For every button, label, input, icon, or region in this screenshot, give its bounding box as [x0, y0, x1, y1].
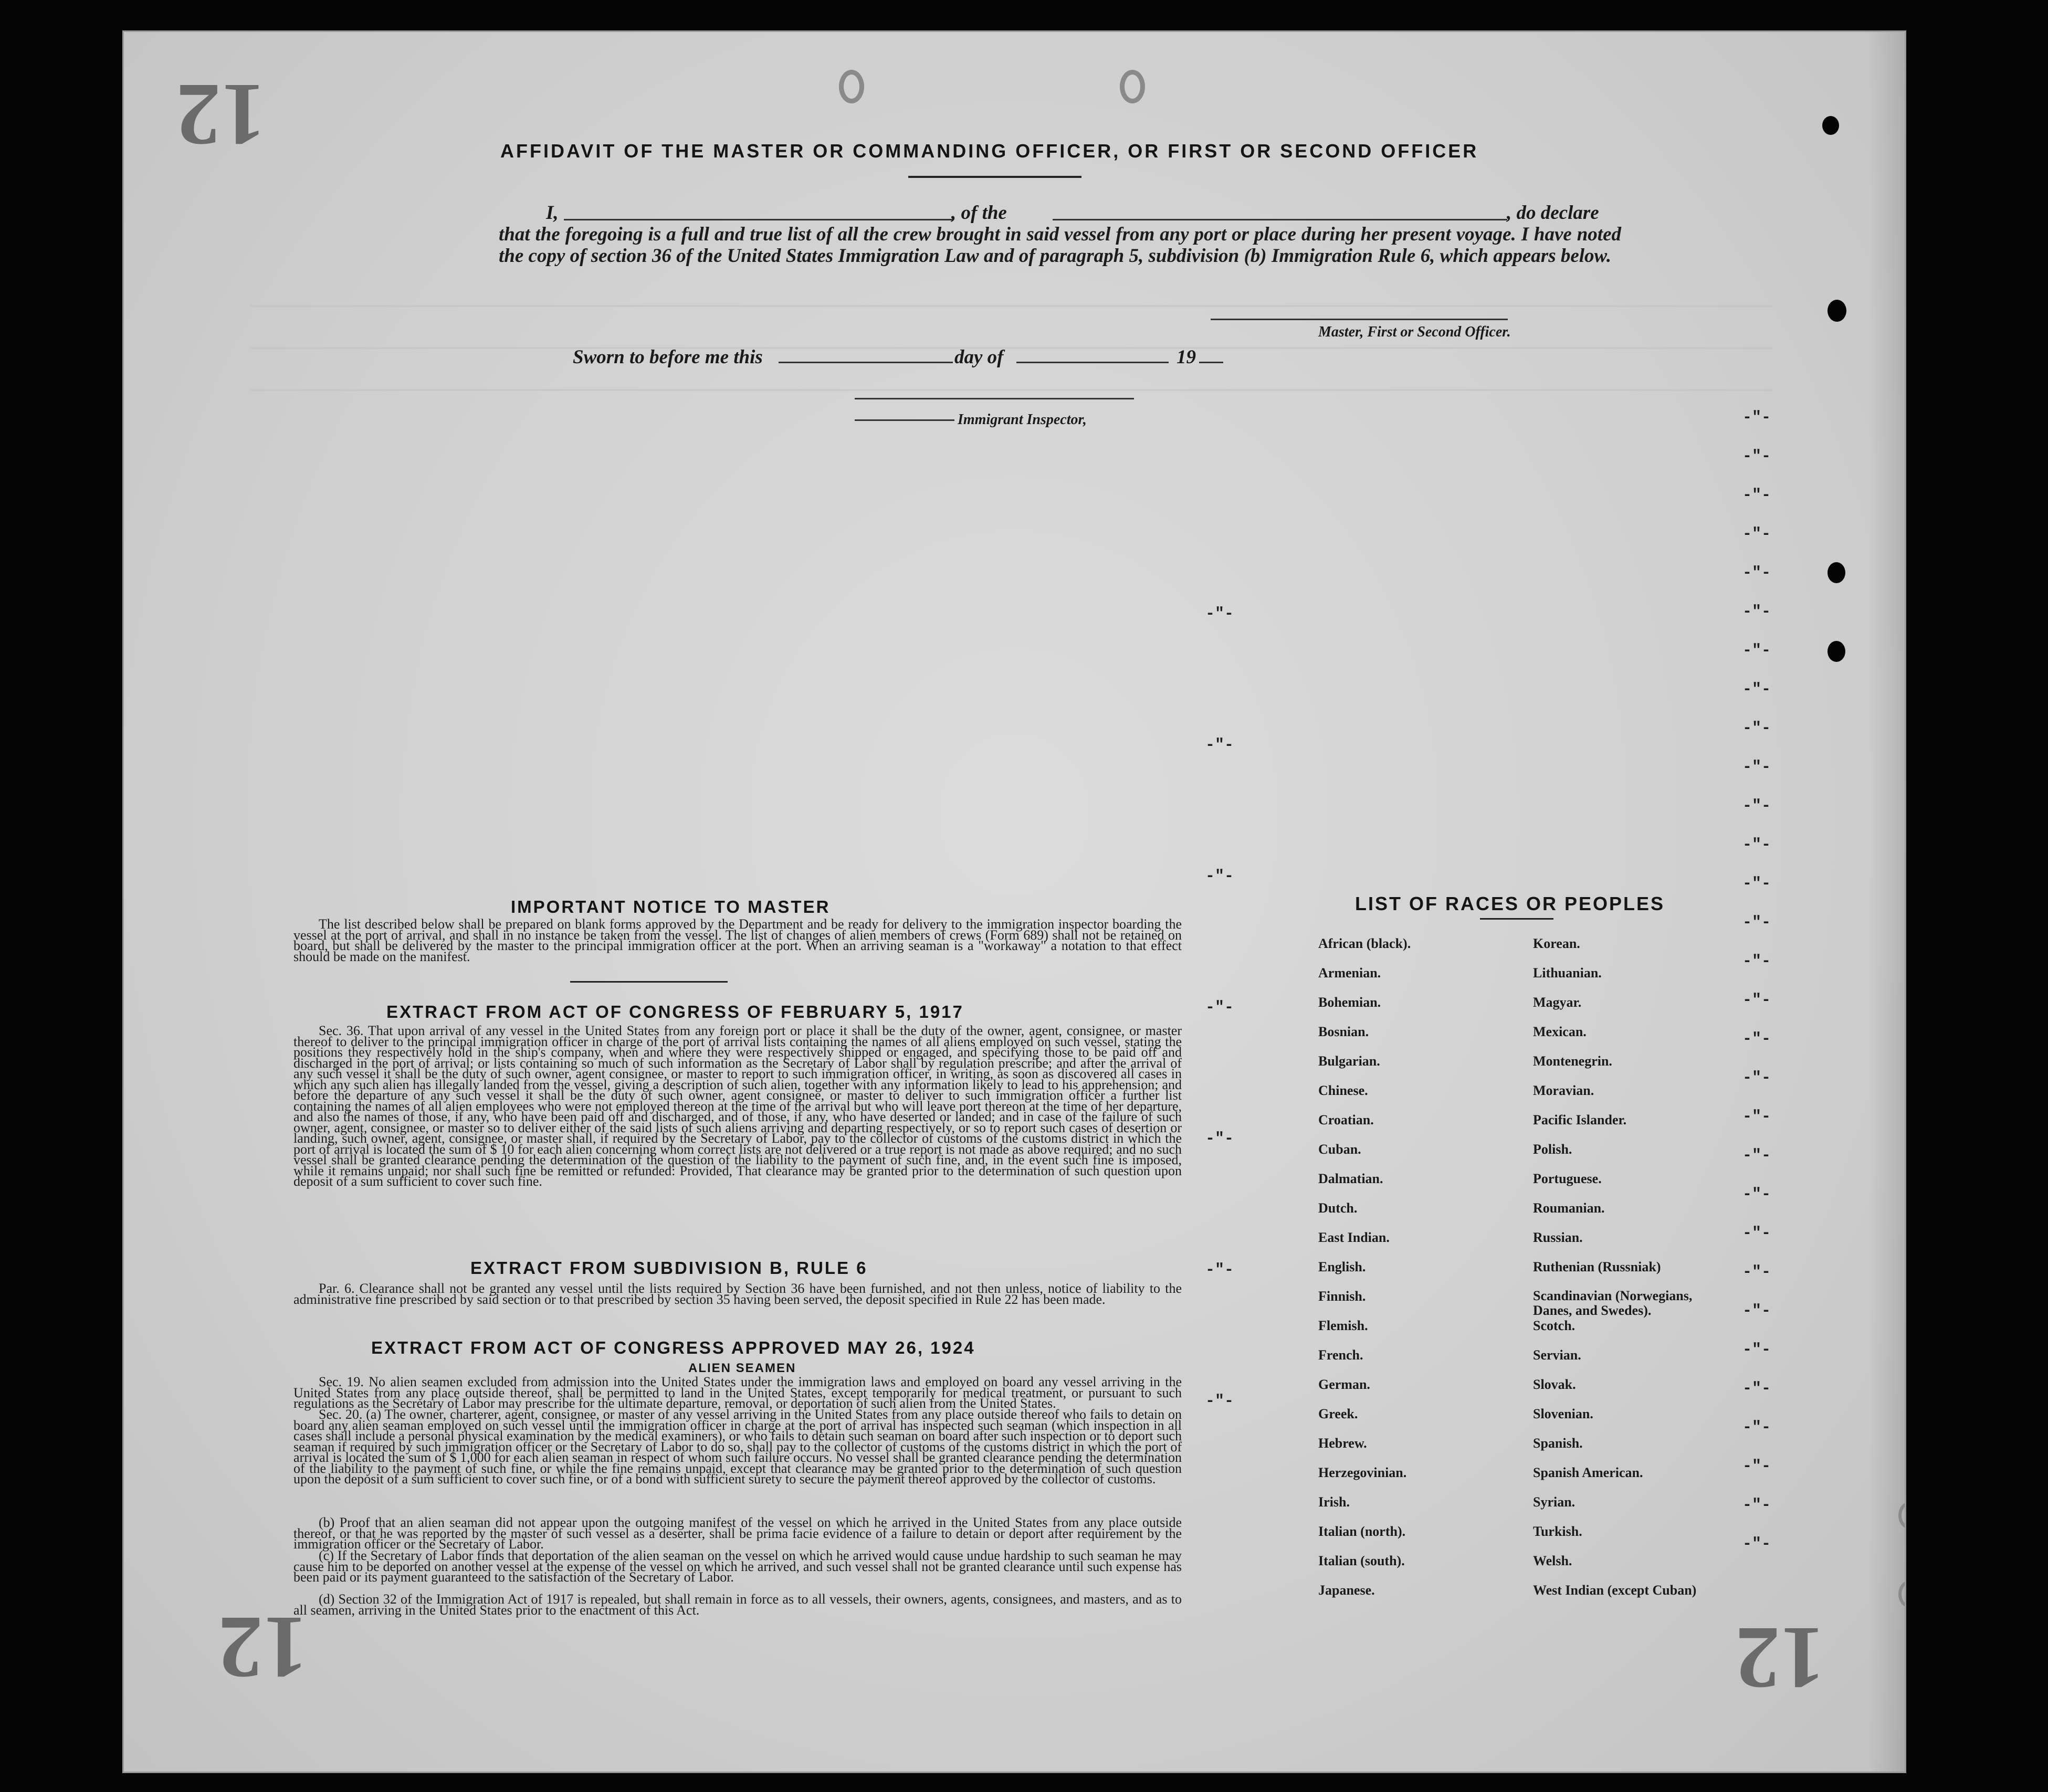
- ditto-mark-right: -"-: [1742, 1225, 1771, 1242]
- ditto-mark-middle: -"-: [1205, 605, 1234, 623]
- binder-hole: [1828, 641, 1845, 662]
- bleed-through-rule: [250, 347, 1772, 349]
- frame-number-bottom-left: 12: [218, 1598, 308, 1697]
- extract-rule6-title: EXTRACT FROM SUBDIVISION B, RULE 6: [470, 1258, 868, 1278]
- notice-title: IMPORTANT NOTICE TO MASTER: [511, 897, 831, 916]
- ditto-mark-right: -"-: [1742, 1496, 1771, 1514]
- affidavit-statement-text: that the foregoing is a full and true list of all the crew brought in said vessel from any port or place during her present voyage. I have noted the copy of section 36 of the United States Immigration Law and of paragraph 5, subdivision (b) Immigration Rule 6, which appears below.: [499, 224, 1621, 267]
- race-right-item: Spanish American.: [1533, 1465, 1643, 1480]
- race-left-item: Dalmatian.: [1318, 1171, 1383, 1186]
- ditto-mark-right: -"-: [1742, 1030, 1771, 1048]
- ditto-mark-right: -"-: [1742, 914, 1771, 932]
- ditto-mark-right: -"-: [1742, 797, 1771, 815]
- affidavit-of-the-label: , of the: [951, 202, 1007, 224]
- sworn-year-field[interactable]: [1199, 362, 1223, 363]
- binder-hole: [1828, 562, 1845, 583]
- punch-ring: [839, 70, 864, 103]
- race-left-item: Bohemian.: [1318, 995, 1381, 1010]
- race-left-item: Cuban.: [1318, 1142, 1361, 1157]
- race-left-item: Italian (south).: [1318, 1553, 1405, 1568]
- affidavit-i-label: I,: [546, 202, 559, 224]
- ditto-mark-right: -"-: [1742, 487, 1771, 504]
- ditto-mark-middle: -"-: [1205, 1393, 1234, 1410]
- race-left-item: Greek.: [1318, 1406, 1358, 1421]
- ditto-mark-right: -"-: [1742, 992, 1771, 1009]
- extract-1924-title: EXTRACT FROM ACT OF CONGRESS APPROVED MAY 26, 1924: [371, 1338, 975, 1357]
- race-left-item: Bosnian.: [1318, 1024, 1369, 1039]
- extract-1924-sec20d: (d) Section 32 of the Immigration Act of 1917 is repealed, but shall remain in force as to all vessels, their owners, agents, consignees, and masters, and as to all seamen, arriving in the United States prior to the enactment of this Act.: [293, 1591, 1182, 1618]
- race-left-item: Hebrew.: [1318, 1436, 1367, 1451]
- races-title: LIST OF RACES OR PEOPLES: [1355, 893, 1665, 914]
- extract-1924-sec20b: (b) Proof that an alien seaman did not appear upon the outgoing manifest of the vessel on which he arrived in the United States from any place outside thereof, or that he was reported by the master of such vessel as a deserter, shall be prima facie evidence of a failure to detain or deport after requirement by the immigration officer or the Secretary of Labor.: [293, 1515, 1182, 1552]
- race-right-item: Syrian.: [1533, 1494, 1576, 1510]
- sworn-label: Sworn to before me this: [573, 346, 763, 368]
- race-right-item: Scandinavian (Norwegians, Danes, and Swedes).: [1533, 1288, 1693, 1318]
- race-left-item: Finnish.: [1318, 1289, 1366, 1304]
- ditto-mark-right: -"-: [1742, 1108, 1771, 1126]
- affidavit-declare-label: , do declare: [1507, 202, 1599, 224]
- ditto-mark-right: -"-: [1742, 875, 1771, 893]
- race-right-item: Portuguese.: [1533, 1171, 1602, 1186]
- race-right-item: Roumanian.: [1533, 1200, 1605, 1216]
- inspector-name-underline: [855, 419, 954, 421]
- race-right-item: Lithuanian.: [1533, 965, 1602, 981]
- extract-1924-subtitle: ALIEN SEAMEN: [688, 1361, 796, 1375]
- race-right-item: West Indian (except Cuban): [1533, 1583, 1697, 1598]
- extract-rule6-text: Par. 6. Clearance shall not be granted any vessel until the lists required by Section 36 have been furnished, and not then unless, notice of liability to the administrative fine prescribed by said section or to that prescribed by section 35 having been served, the deposit specified in Rule 22 has been made.: [293, 1281, 1182, 1307]
- race-right-item: Moravian.: [1533, 1083, 1594, 1098]
- inspector-caption: Immigrant Inspector,: [958, 412, 1087, 428]
- ditto-mark-right: -"-: [1742, 953, 1771, 971]
- race-left-item: Armenian.: [1318, 965, 1381, 981]
- ditto-mark-right: -"-: [1742, 1458, 1771, 1475]
- document-sheet: [122, 30, 1906, 1773]
- notice-rule: [570, 981, 728, 983]
- year-prefix: 19: [1177, 346, 1196, 368]
- race-right-item: Welsh.: [1533, 1553, 1572, 1568]
- races-title-rule: [1480, 918, 1553, 920]
- bleed-through-rule: [250, 389, 1772, 391]
- race-left-item: Italian (north).: [1318, 1524, 1406, 1539]
- vessel-name-field[interactable]: [1053, 219, 1507, 220]
- day-of-label: day of: [954, 346, 1004, 368]
- binder-hole: [1822, 116, 1839, 135]
- race-left-item: Chinese.: [1318, 1083, 1368, 1098]
- race-right-item: Korean.: [1533, 936, 1580, 951]
- race-right-item: Mexican.: [1533, 1024, 1587, 1039]
- race-left-item: Flemish.: [1318, 1318, 1368, 1333]
- ditto-mark-right: -"-: [1742, 1069, 1771, 1087]
- master-signature-field[interactable]: [1211, 319, 1508, 320]
- ditto-mark-middle: -"-: [1205, 1130, 1234, 1148]
- race-right-item: Ruthenian (Russniak): [1533, 1259, 1661, 1274]
- frame-number-top: 12: [176, 66, 266, 164]
- master-signature-caption: Master, First or Second Officer.: [1318, 324, 1511, 340]
- ditto-mark-right: -"-: [1742, 758, 1771, 776]
- ditto-mark-right: -"-: [1742, 681, 1771, 699]
- extract-1924-sec20c: (c) If the Secretary of Labor finds that deportation of the alien seaman on the vessel on which he arrived would cause undue hardship to such seaman he may cause him to be deported on another vessel at the expense of the vessel on which he arrived, and such vessel shall not be granted clearance until such expense has been paid or its payment guaranteed to the satisfaction of the Secretary of Labor.: [293, 1548, 1182, 1585]
- race-right-item: Russian.: [1533, 1230, 1583, 1245]
- inspector-signature-field[interactable]: [855, 398, 1134, 399]
- race-right-item: Slovenian.: [1533, 1406, 1593, 1421]
- ditto-mark-middle: -"-: [1205, 868, 1234, 886]
- race-left-item: French.: [1318, 1347, 1363, 1363]
- race-left-item: Japanese.: [1318, 1583, 1375, 1598]
- sworn-month-field[interactable]: [1016, 362, 1169, 363]
- binder-hole: [1828, 300, 1846, 322]
- race-left-item: English.: [1318, 1259, 1366, 1274]
- race-left-item: African (black).: [1318, 936, 1411, 951]
- race-left-item: Irish.: [1318, 1494, 1350, 1510]
- ditto-mark-middle: -"-: [1205, 736, 1234, 754]
- ditto-mark-right: -"-: [1742, 1147, 1771, 1165]
- ditto-mark-right: -"-: [1742, 1302, 1771, 1320]
- bleed-through-rule: [250, 305, 1772, 307]
- race-left-item: Bulgarian.: [1318, 1053, 1380, 1069]
- race-right-item: Polish.: [1533, 1142, 1572, 1157]
- race-right-item: Montenegrin.: [1533, 1053, 1612, 1069]
- ditto-mark-middle: -"-: [1205, 1261, 1234, 1279]
- ditto-mark-right: -"-: [1742, 1263, 1771, 1281]
- ditto-mark-right: -"-: [1742, 642, 1771, 660]
- race-left-item: Herzegovinian.: [1318, 1465, 1407, 1480]
- race-left-item: East Indian.: [1318, 1230, 1390, 1245]
- race-right-item: Pacific Islander.: [1533, 1112, 1627, 1127]
- race-right-item: Servian.: [1533, 1347, 1581, 1363]
- ditto-mark-right: -"-: [1742, 1186, 1771, 1204]
- punch-ring: [1120, 70, 1145, 103]
- race-right-item: Turkish.: [1533, 1524, 1582, 1539]
- race-right-item: Magyar.: [1533, 995, 1582, 1010]
- race-right-item: Scotch.: [1533, 1318, 1576, 1333]
- ditto-mark-right: -"-: [1742, 836, 1771, 854]
- ditto-mark-right: -"-: [1742, 1380, 1771, 1398]
- master-name-field[interactable]: [564, 219, 953, 220]
- ditto-mark-right: -"-: [1742, 1341, 1771, 1359]
- sworn-day-field[interactable]: [779, 362, 953, 363]
- extract-1924-sec19: Sec. 19. No alien seamen excluded from admission into the United States under the immigration laws and employed on board any vessel arriving in the United States from any place outside thereof, shall be permitted to land in the United States, except temporarily for medical treatment, or pursuant to such regulations as the Secretary of Labor may prescribe for the ultimate departure, removal, or deportation of such alien from the United States.: [293, 1374, 1182, 1411]
- ditto-mark-right: -"-: [1742, 720, 1771, 737]
- ditto-mark-right: -"-: [1742, 409, 1771, 427]
- ditto-mark-right: -"-: [1742, 1419, 1771, 1437]
- affidavit-title: AFFIDAVIT OF THE MASTER OR COMMANDING OFFICER, OR FIRST OR SECOND OFFICER: [500, 140, 1479, 162]
- race-right-item: Spanish.: [1533, 1436, 1583, 1451]
- affidavit-statement: [499, 224, 1621, 267]
- ditto-mark-right: -"-: [1742, 1535, 1771, 1553]
- race-left-item: Dutch.: [1318, 1200, 1358, 1216]
- frame-number-bottom-right: 12: [1736, 1609, 1825, 1707]
- ditto-mark-right: -"-: [1742, 448, 1771, 466]
- extract-1924-sec20a: Sec. 20. (a) The owner, charterer, agent, consignee, or master of any vessel arriving in the United States from any place outside thereof who fails to detain on board any alien seaman employed on such vessel until the immigration officer in charge at the port of arrival has inspected such seaman (which inspection in all cases shall include a personal physical examination by the medical examiners), or who fails to detain such seaman on board after such inspection or to deport such seaman if required by such immigration officer or the Secretary of Labor to do so, shall pay to the collector of customs of the customs district in which the port of arrival is located the sum of $ 1,000 for each alien seaman in respect of whom such failure occurs. No vessel shall be granted clearance pending the determination of the liability to the payment of such fine, or while the fine remains unpaid, except that clearance may be granted prior to the determination of such question upon the deposit of a sum sufficient to cover such fine, or of a bond with sufficient surety to secure the payment thereof approved by the collector of customs.: [293, 1407, 1182, 1487]
- notice-text: The list described below shall be prepared on blank forms approved by the Department and be ready for delivery to the immigration inspector boarding the vessel at the port of arrival, and shall in no instance be taken from the vessel. The list of changes of alien members of crews (Form 689) shall not be retained on board, but shall be delivered by the master to the principal immigration officer at the port. When an arriving seaman is a "workaway" a notation to that effect should be made on the manifest.: [293, 916, 1182, 964]
- race-left-item: German.: [1318, 1377, 1370, 1392]
- ditto-mark-right: -"-: [1742, 525, 1771, 543]
- affidavit-title-rule: [908, 176, 1081, 178]
- ditto-mark-right: -"-: [1742, 603, 1771, 621]
- race-left-item: Croatian.: [1318, 1112, 1374, 1127]
- race-right-item: Slovak.: [1533, 1377, 1576, 1392]
- extract-1917-text: Sec. 36. That upon arrival of any vessel in the United States from any foreign port or place it shall be the duty of the owner, agent, consignee, or master thereof to deliver to the principal immigration officer in charge of the port of arrival lists containing the names of all aliens employed on such vessel, stating the positions they respectively hold in the ship's company, when and where they were respectively shipped or engaged, and specifying those to be paid off and discharged in the port of arrival; or lists containing so much of such information as the Secretary of Labor shall by regulation prescribe; and after the arrival of any such vessel it shall be the duty of such owner, agent consignee, or master to report to such immigration officer, in writing, as soon as discovered all cases in which any such alien has illegally landed from the vessel, giving a description of such alien, together with any information likely to lead to his apprehension; and before the departure of any such vessel it shall be the duty of such owner, agent consignee, or master to deliver to such immigration officer a further list containing the names of all alien employees who were not employed thereon at the time of the arrival but who will leave port thereon at the time of her departure, and also the names of those, if any, who have been paid off and discharged, and of those, if any, who have deserted or landed; and in case of the failure of such owner, agent, consignee, or master so to deliver either of the said lists of such aliens arriving and departing respectively, or so to report such cases of desertion or landing, such owner, agent, consignee, or master shall, if required by the Secretary of Labor, pay to the collector of customs of the customs district in which the port of arrival is located the sum of $ 10 for each alien concerning whom correct lists are not delivered or a true report is not made as above required; and no such vessel shall be granted clearance pending the determination of the question of the liability to the payment of such fine, and, in the event such fine is imposed, while it remains unpaid; nor shall such fine be remitted or refunded: Provided, That clearance may be granted prior to the determination of such question upon deposit of a sum sufficient to cover such fine.: [293, 1023, 1182, 1189]
- extract-1917-title: EXTRACT FROM ACT OF CONGRESS OF FEBRUARY 5, 1917: [386, 1002, 964, 1021]
- ditto-mark-middle: -"-: [1205, 999, 1234, 1017]
- ditto-mark-right: -"-: [1742, 564, 1771, 582]
